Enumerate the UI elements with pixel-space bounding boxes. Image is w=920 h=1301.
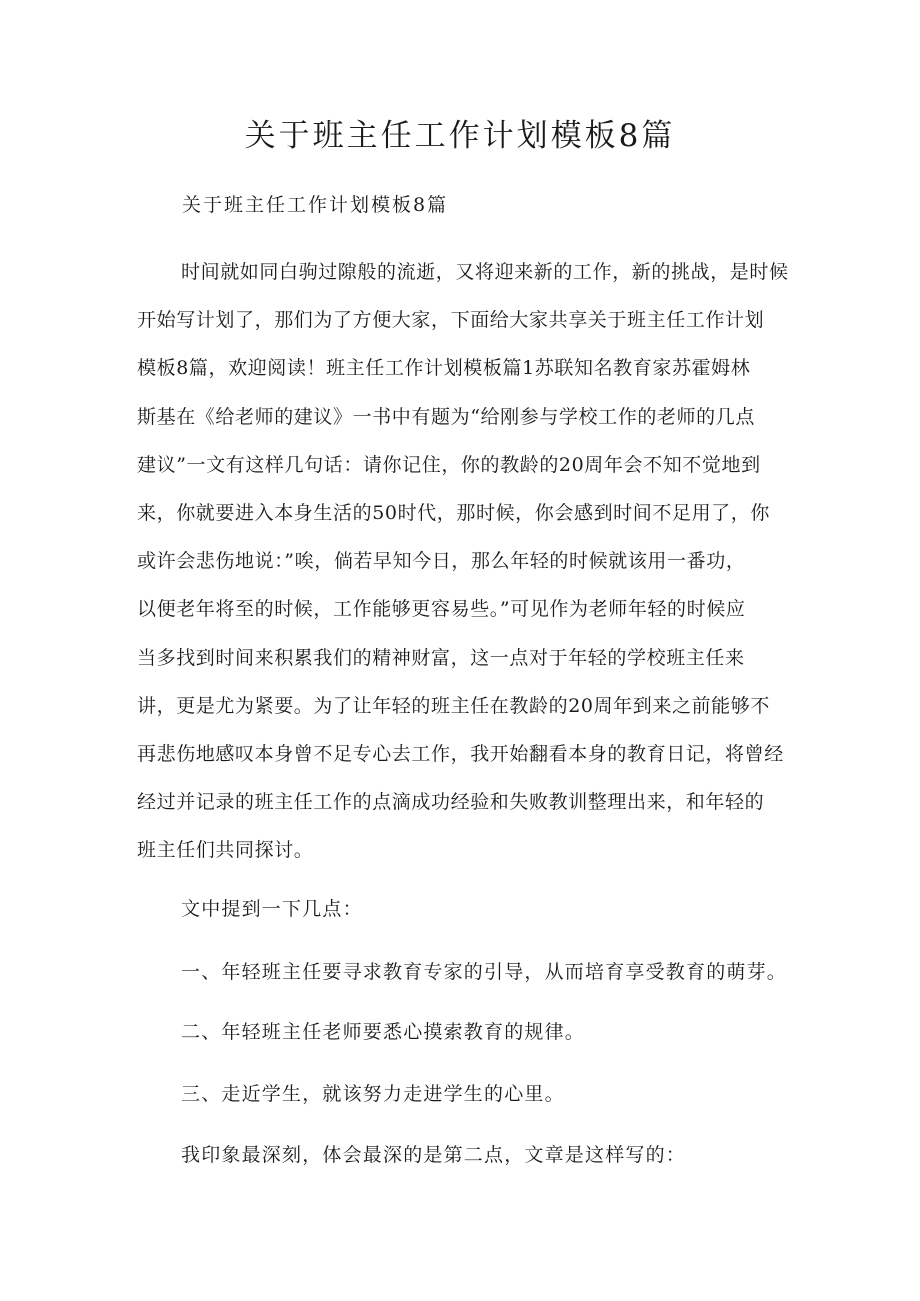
paragraph-line: 班主任们共同探讨。 bbox=[137, 839, 314, 862]
point-two: 二、年轻班主任老师要悉心摸索教育的规律。 bbox=[181, 1021, 586, 1043]
paragraph-line: 讲，更是尤为紧要。为了让年轻的班主任在教龄的20周年到来之前能够不 bbox=[137, 694, 770, 717]
paragraph-line: 再悲伤地感叹本身曾不足专心去工作，我开始翻看本身的教育日记，将曾经 bbox=[137, 743, 784, 766]
paragraph-line: 时间就如同白驹过隙般的流逝，又将迎来新的工作，新的挑战，是时候 bbox=[181, 261, 789, 283]
paragraph-line: 模板8篇，欢迎阅读！班主任工作计划模板篇1苏联知名教育家苏霍姆林 bbox=[137, 357, 751, 380]
paragraph-line: 当多找到时间来积累我们的精神财富，这一点对于年轻的学校班主任来 bbox=[137, 646, 745, 669]
paragraph-line: 经过并记录的班主任工作的点滴成功经验和失败教训整理出来，和年轻的 bbox=[137, 791, 765, 814]
paragraph-line: 斯基在《给老师的建议》一书中有题为“给刚参与学校工作的老师的几点 bbox=[137, 405, 755, 428]
paragraph-line: 以便老年将至的时候，工作能够更容易些。”可见作为老师年轻的时候应 bbox=[137, 598, 746, 621]
closing-paragraph: 我印象最深刻，体会最深的是第二点，文章是这样写的： bbox=[181, 1144, 687, 1166]
document-subtitle: 关于班主任工作计划模板8篇 bbox=[182, 194, 449, 216]
paragraph-line: 开始写计划了，那们为了方便大家，下面给大家共享关于班主任工作计划 bbox=[137, 309, 765, 332]
document-title: 关于班主任工作计划模板8篇 bbox=[244, 118, 676, 154]
points-intro: 文中提到一下几点： bbox=[181, 898, 363, 920]
point-one: 一、年轻班主任要寻求教育专家的引导，从而培育享受教育的萌芽。 bbox=[181, 961, 788, 983]
paragraph-line: 来，你就要进入本身生活的50时代，那时候，你会感到时间不足用了，你 bbox=[137, 502, 770, 525]
paragraph-line: 建议”一文有这样几句话：请你记住，你的教龄的20周年会不知不觉地到 bbox=[137, 453, 761, 476]
intro-paragraph bbox=[137, 248, 797, 875]
point-three: 三、走近学生，就该努力走进学生的心里。 bbox=[181, 1083, 565, 1105]
paragraph-line: 或许会悲伤地说：”唉，倘若早知今日，那么年轻的时候就该用一番功， bbox=[137, 550, 746, 573]
